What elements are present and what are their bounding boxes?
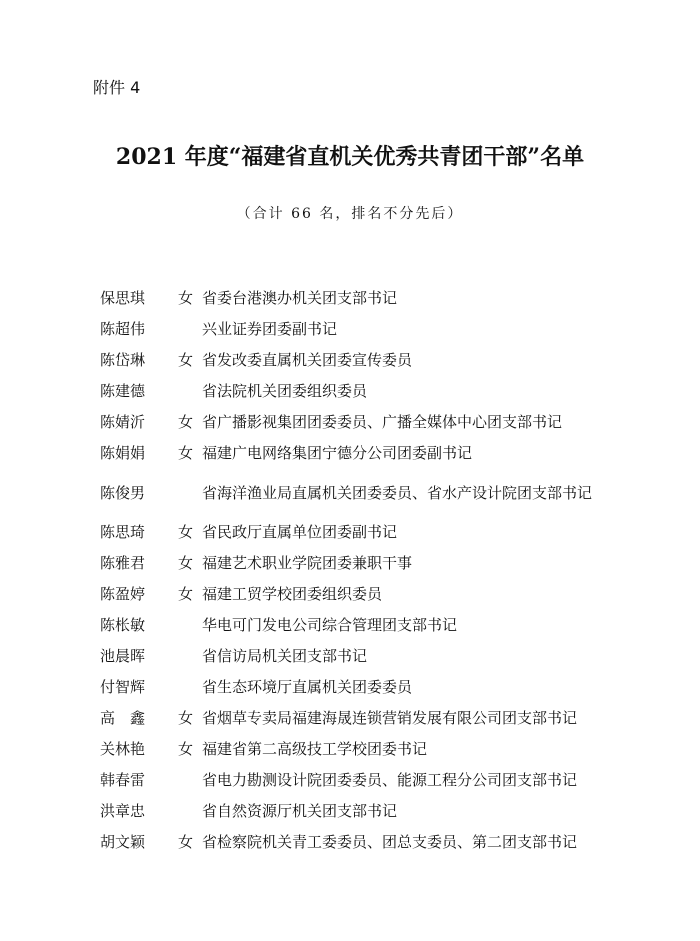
- attachment-label: 附件 4: [93, 78, 141, 97]
- list-item: [100, 345, 620, 376]
- person-name: 陈建德: [100, 382, 146, 400]
- list-item: [100, 734, 620, 765]
- person-position: 省委台港澳办机关团支部书记: [202, 289, 398, 307]
- list-item: [100, 827, 620, 858]
- person-gender: 女: [178, 444, 194, 462]
- list-item: [100, 376, 620, 407]
- person-gender: 女: [178, 523, 194, 541]
- list-item: [100, 579, 620, 610]
- list-item: [100, 517, 620, 548]
- person-gender: 女: [178, 413, 194, 431]
- list-item: [100, 469, 620, 517]
- person-gender: 女: [178, 585, 194, 603]
- person-position: 省检察院机关青工委委员、团总支委员、第二团支部书记: [202, 833, 578, 851]
- person-position: 省法院机关团委组织委员: [202, 382, 368, 400]
- person-gender: 女: [178, 740, 194, 758]
- person-name: 陈盈婷: [100, 585, 146, 603]
- person-position: 省民政厅直属单位团委副书记: [202, 523, 398, 541]
- person-gender: 女: [178, 289, 194, 307]
- list-item: [100, 438, 620, 469]
- list-item: [100, 548, 620, 579]
- person-name: 陈俊男: [100, 483, 146, 502]
- person-name: 陈雅君: [100, 554, 146, 572]
- list-item: [100, 703, 620, 734]
- person-name: 陈岱琳: [100, 351, 146, 369]
- person-name: 胡文颖: [100, 833, 146, 851]
- person-position: 福建艺术职业学院团委兼职干事: [202, 554, 413, 572]
- person-name: 陈枨敏: [100, 616, 146, 634]
- list-item: [100, 283, 620, 314]
- person-name: 关林艳: [100, 740, 146, 758]
- person-gender: 女: [178, 554, 194, 572]
- person-position: 省自然资源厅机关团支部书记: [202, 802, 398, 820]
- person-gender: 女: [178, 709, 194, 727]
- person-gender: 女: [178, 833, 194, 851]
- person-name: 陈思琦: [100, 523, 146, 541]
- list-item: [100, 610, 620, 641]
- person-position: 省广播影视集团团委委员、广播全媒体中心团支部书记: [202, 413, 563, 431]
- person-position: 福建广电网络集团宁德分公司团委副书记: [202, 444, 473, 462]
- person-name: 陈超伟: [100, 320, 146, 338]
- person-gender: 女: [178, 351, 194, 369]
- person-position: 省电力勘测设计院团委委员、能源工程分公司团支部书记: [202, 771, 578, 789]
- person-name: 韩春雷: [100, 771, 146, 789]
- person-position: 兴业证券团委副书记: [202, 320, 338, 338]
- person-position: 省生态环境厅直属机关团委委员: [202, 678, 413, 696]
- list-item: [100, 407, 620, 438]
- document-title: 2021 年度“福建省直机关优秀共青团干部”名单: [115, 144, 585, 170]
- person-name: 保思琪: [100, 289, 146, 307]
- list-item: [100, 796, 620, 827]
- person-position: 省发改委直属机关团委宣传委员: [202, 351, 413, 369]
- person-name: 高 鑫: [100, 709, 146, 727]
- person-position: 福建省第二高级技工学校团委书记: [202, 740, 428, 758]
- person-position: 福建工贸学校团委组织委员: [202, 585, 383, 603]
- person-position: 省烟草专卖局福建海晟连锁营销发展有限公司团支部书记: [202, 709, 578, 727]
- person-name: 付智辉: [100, 678, 146, 696]
- list-item: [100, 765, 620, 796]
- list-item: [100, 314, 620, 345]
- person-position: 省信访局机关团支部书记: [202, 647, 368, 665]
- person-position: 华电可门发电公司综合管理团支部书记: [202, 616, 458, 634]
- list-item: [100, 672, 620, 703]
- list-item: [100, 641, 620, 672]
- honoree-list: [100, 283, 620, 858]
- person-name: 陈婧沂: [100, 413, 146, 431]
- person-position: 省海洋渔业局直属机关团委委员、省水产设计院团支部书记: [202, 483, 593, 502]
- person-name: 洪章忠: [100, 802, 146, 820]
- document-subtitle: （合计 66 名，排名不分先后）: [236, 206, 464, 222]
- person-name: 陈娟娟: [100, 444, 146, 462]
- person-name: 池晨晖: [100, 647, 146, 665]
